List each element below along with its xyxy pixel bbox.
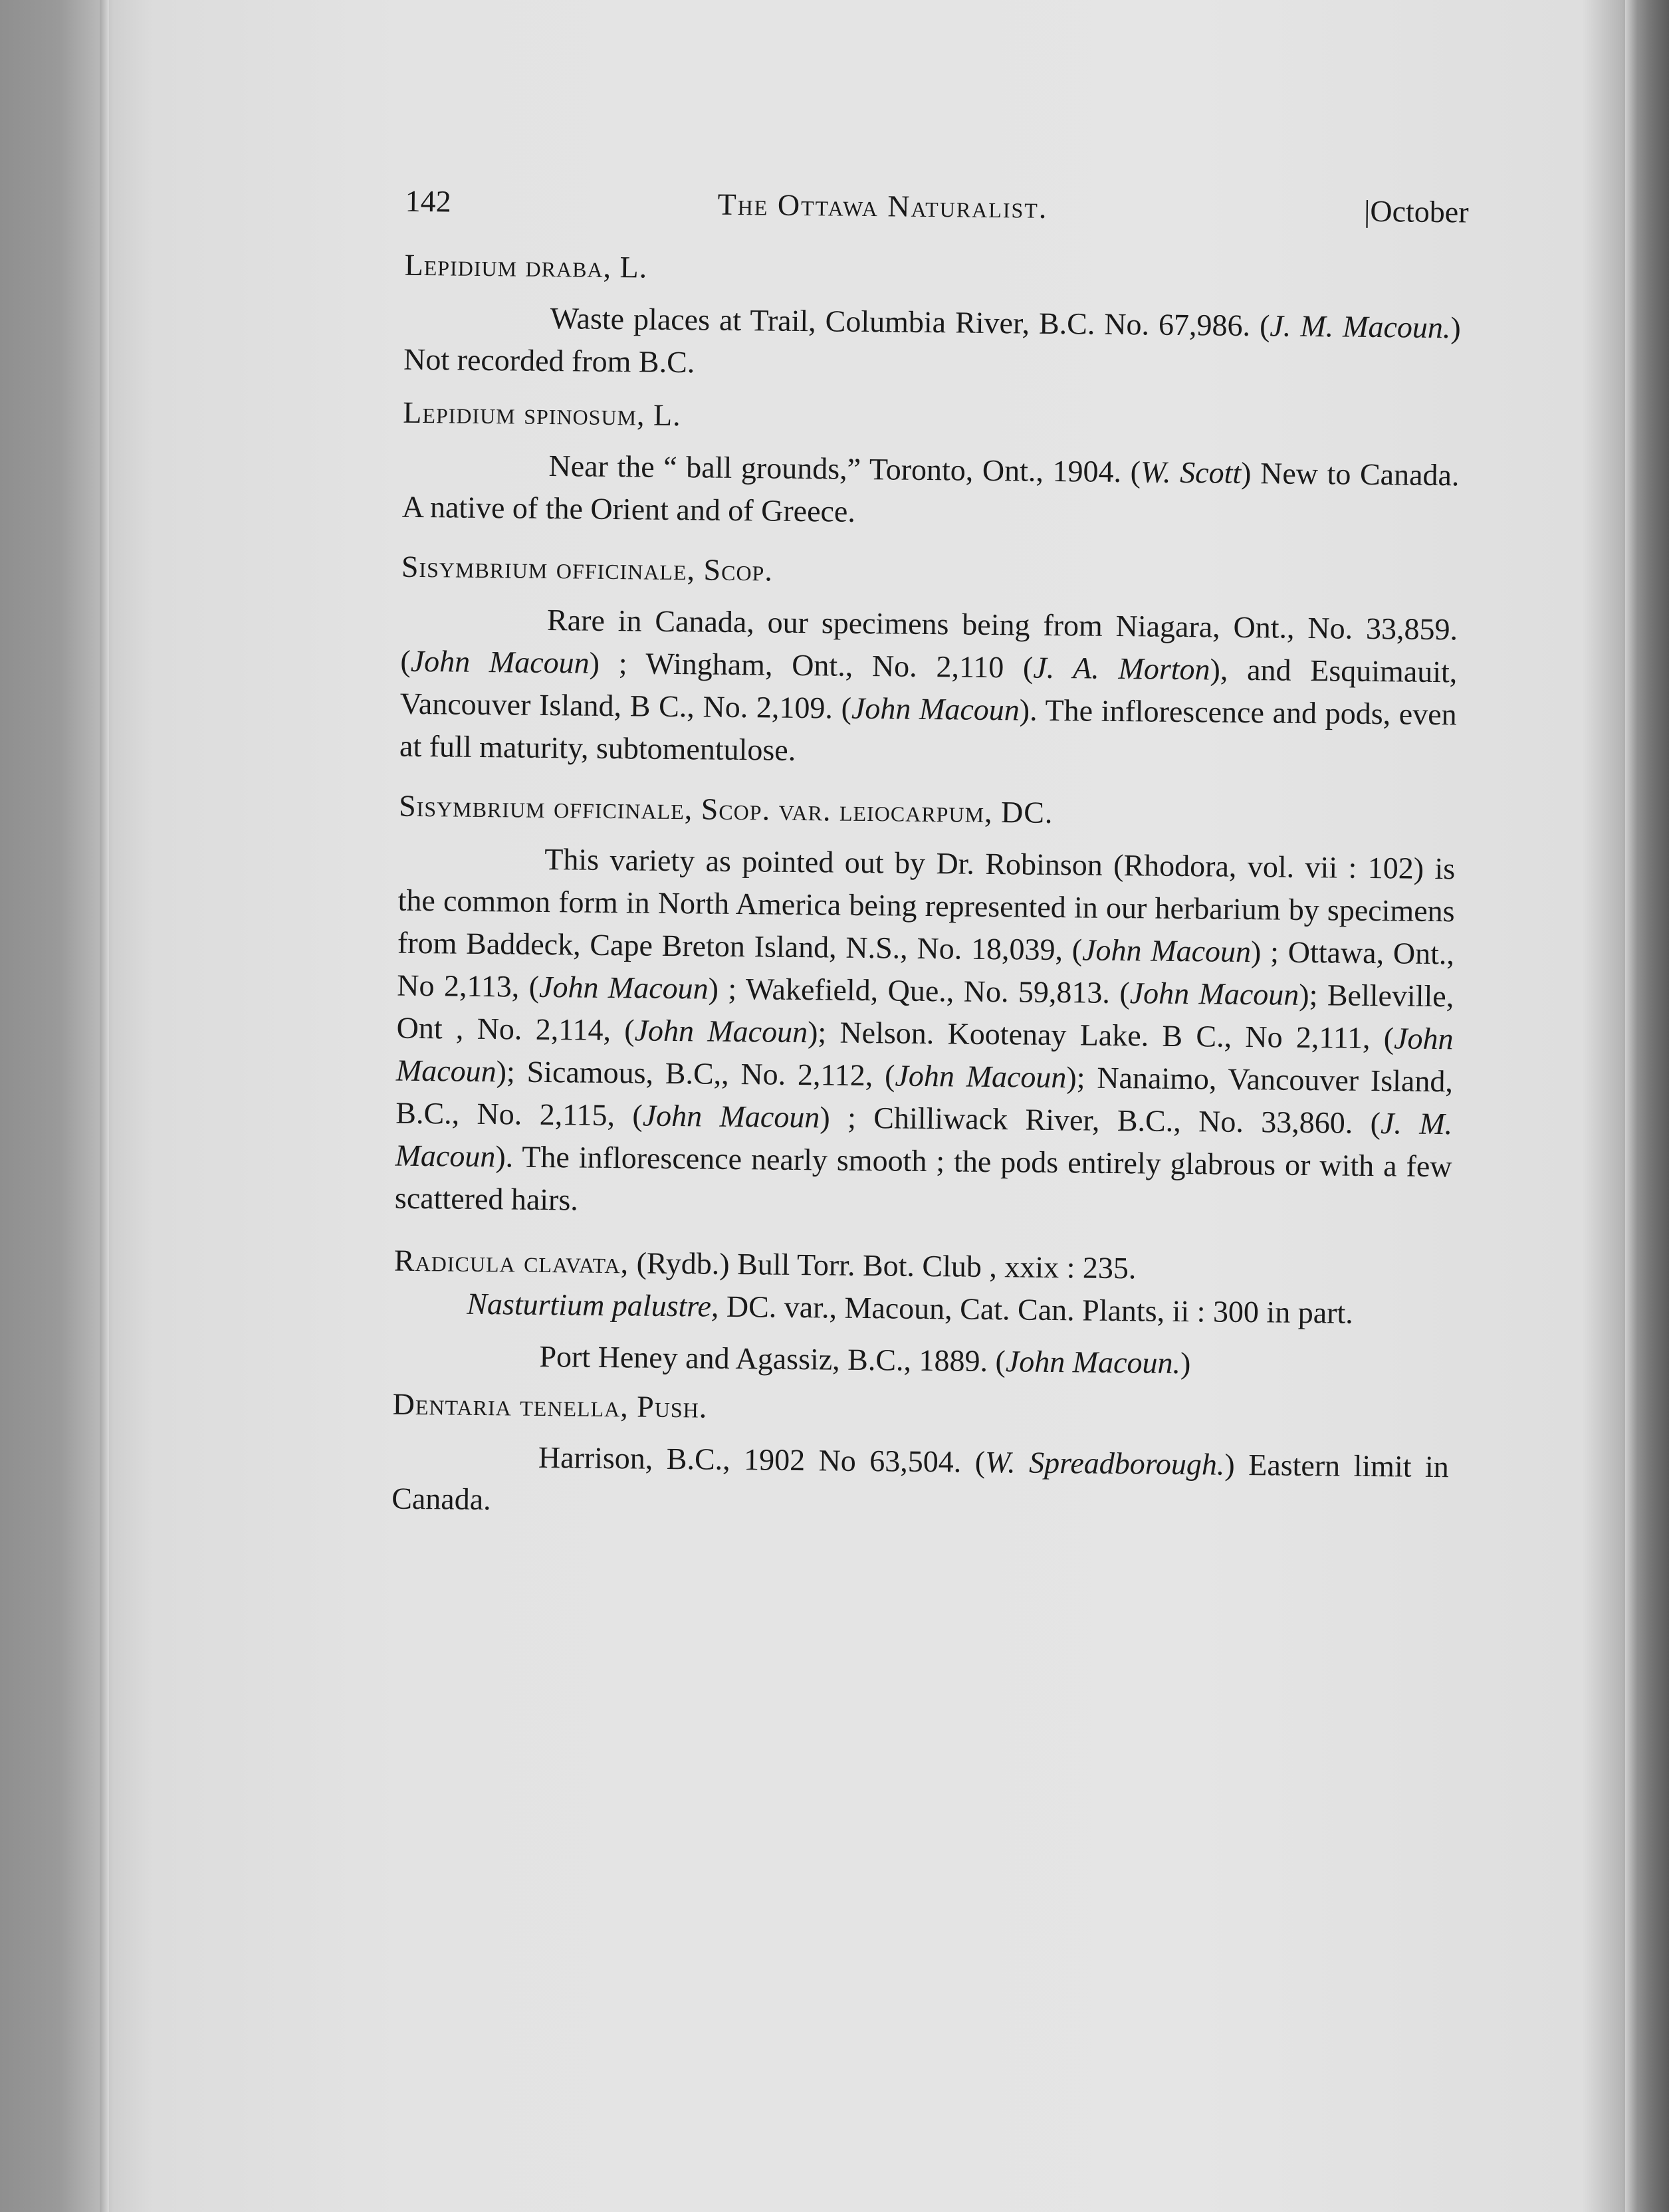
page-edge-right <box>1625 0 1638 2212</box>
citation-text: DC. var., Macoun, Cat. Can. Plants, ii : 300 in part. <box>719 1289 1354 1330</box>
note-text: ) ; Wingham, Ont., No. 2,110 ( <box>589 645 1034 685</box>
note-text: This variety as pointed out by Dr. Robinson (Rhodora, vol. vii : 102) is the common form in North America being represented in our herbarium by specimens from Baddeck, Cape Breton Island, N.S., No. 18,039, ( <box>397 841 1456 967</box>
collector-name: J. A. Morton <box>1033 650 1210 687</box>
synonym-line <box>393 1282 1451 1336</box>
collector-name: John Macoun <box>1081 933 1252 969</box>
note-text: Port Heney and Agassiz, B.C., 1889. ( <box>539 1339 1006 1379</box>
note-text: ) New to Canada. A native of the Orient and of Greece. <box>401 455 1460 528</box>
collector-name: John Macoun <box>642 1098 820 1135</box>
note-text: ). The inflorescence nearly smooth ; the pods entirely glabrous or with a few scattered hairs. <box>394 1139 1452 1217</box>
species-heading: Dentaria tenella, Push. <box>392 1386 708 1424</box>
note-text: ) ; Ottawa, Ont., No 2,113, ( <box>397 935 1455 1004</box>
note-text: ), and Esquimauit, Vancouver Island, B C., No. 2,109. ( <box>399 652 1458 725</box>
note-text: Harrison, B.C., 1902 No 63,504. ( <box>538 1440 986 1479</box>
note-text: ). The inflorescence and pods, even at full maturity, subtomentulose. <box>399 693 1457 767</box>
species-heading: Radicula clavata, <box>393 1243 629 1280</box>
collector-name: J. M. Macoun <box>395 1106 1453 1174</box>
note-text: ); Sicamous, B.C,, No. 2,112, ( <box>496 1054 895 1093</box>
species-heading: Lepidium draba, L. <box>404 247 648 284</box>
species-heading: Sisymbrium officinale, Scop. var. leiocarpum, DC. <box>398 788 1054 830</box>
collector-name: John Macoun <box>634 1013 808 1050</box>
collector-name: John Macoun <box>851 691 1020 727</box>
collector-name: W. Scott <box>1140 455 1242 490</box>
note-text: ) Eastern limit in Canada. <box>391 1447 1450 1517</box>
note-text: ) Not recorded from B.C. <box>403 310 1462 380</box>
species-heading: Lepidium spinosum, L. <box>403 395 681 433</box>
issue-month: |October <box>1363 193 1469 229</box>
collector-name: John Macoun. <box>1005 1344 1181 1381</box>
note-text: Rare in Canada, our specimens being from Niagara, Ont., No. 33,859. ( <box>400 603 1458 678</box>
page-edge-left <box>100 0 109 2212</box>
note-text: ); Nelson. Kootenay Lake. B C., No 2,111, ( <box>807 1015 1394 1055</box>
collector-name: John Macoun <box>895 1058 1067 1095</box>
collector-name: J. M. Macoun. <box>1270 308 1451 345</box>
note-text: ) ; Chilliwack River, B.C., No. 33,860. ( <box>820 1100 1381 1141</box>
note-text: ); Nanaimo, Vancouver Island, B.C., No. 2,115, ( <box>395 1060 1454 1133</box>
species-note <box>391 1435 1449 1531</box>
species-note <box>399 598 1458 779</box>
page-number: 142 <box>405 183 451 219</box>
book-page <box>341 179 1476 1919</box>
collector-name: John Macoun <box>410 643 590 680</box>
journal-title: The Ottawa Naturalist. <box>717 187 1048 225</box>
note-text: ); Belleville, Ont , No. 2,114, ( <box>396 977 1454 1048</box>
note-text: Near the “ ball grounds,” Toronto, Ont., 1904. ( <box>548 449 1141 489</box>
citation-text: (Rydb.) Bull Torr. Bot. Club , xxix : 235. <box>628 1246 1137 1285</box>
species-note <box>402 443 1460 540</box>
note-text: Waste places at Trail, Columbia River, B.C. No. 67,986. ( <box>550 301 1270 343</box>
collector-name: John Macoun <box>395 1021 1454 1089</box>
collector-name: John Macoun <box>1129 976 1299 1012</box>
synonym-name: Nasturtium palustre, <box>467 1286 719 1323</box>
note-text: ) ; Wakefield, Que., No. 59,813. ( <box>708 971 1131 1010</box>
collector-name: W. Spreadborough. <box>984 1444 1225 1482</box>
species-note <box>403 296 1461 392</box>
species-note <box>393 1334 1450 1388</box>
collector-name: John Macoun <box>538 969 709 1006</box>
species-heading: Sisymbrium officinale, Scop. <box>401 549 774 588</box>
running-header <box>358 179 1476 245</box>
note-text: ) <box>1180 1346 1191 1381</box>
species-note <box>395 837 1456 1231</box>
species-synonymy <box>393 1240 1451 1336</box>
